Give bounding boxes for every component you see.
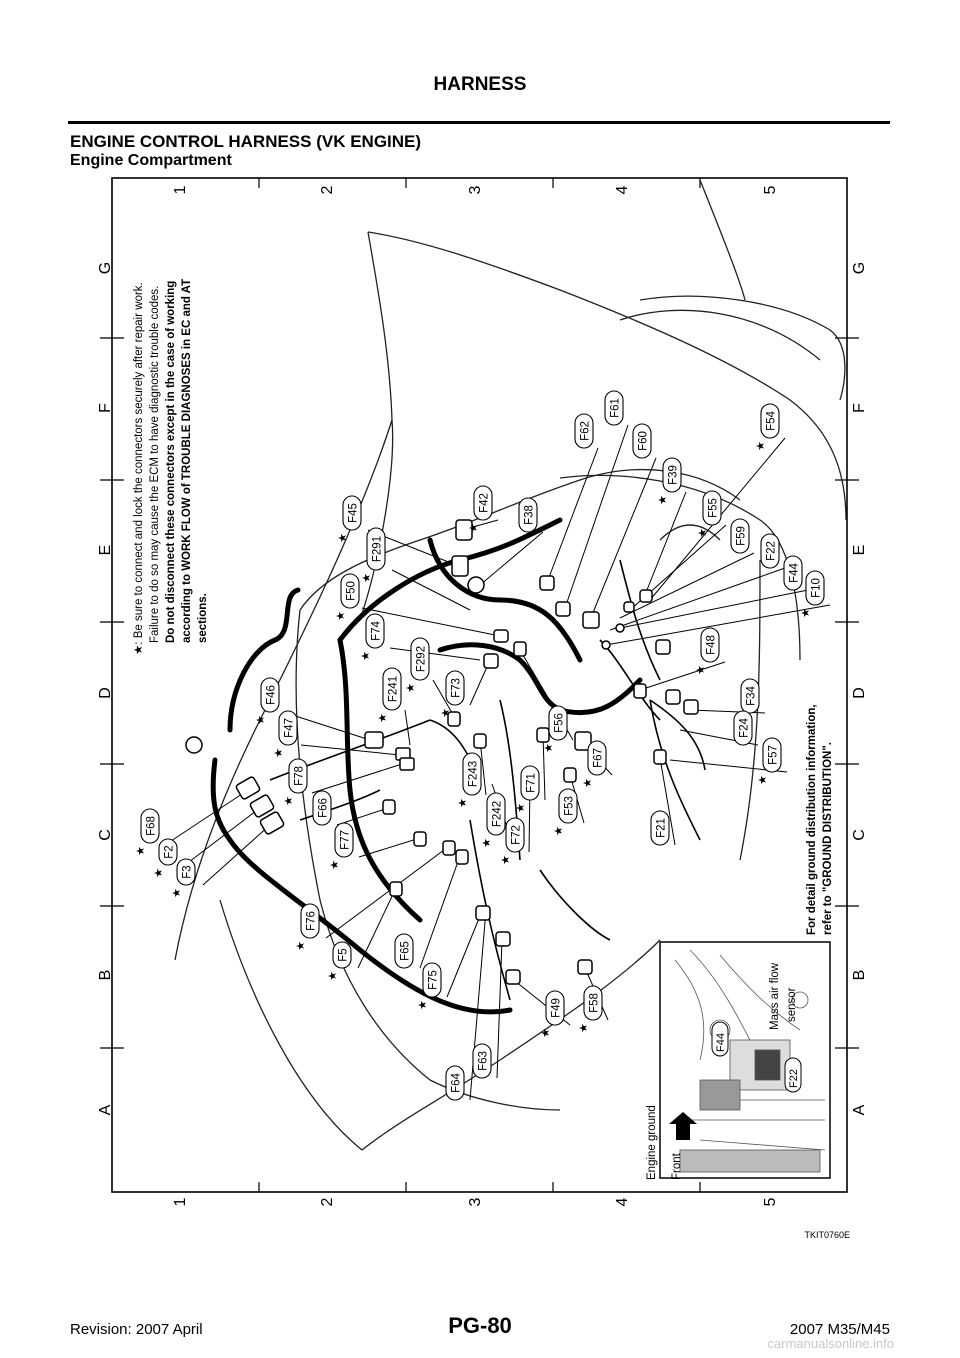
star-icon: ★ bbox=[578, 1023, 590, 1033]
star-icon: ★ bbox=[171, 888, 183, 898]
star-icon: ★ bbox=[468, 523, 480, 533]
star-icon: ★ bbox=[757, 775, 769, 785]
svg-text:F74: F74 bbox=[370, 621, 383, 641]
grid-letter-a: A bbox=[851, 1104, 868, 1116]
svg-text:F56: F56 bbox=[553, 713, 566, 733]
star-icon: ★ bbox=[273, 748, 285, 758]
note-line-5: sections. bbox=[197, 593, 209, 643]
star-icon: ★ bbox=[440, 708, 452, 718]
grid-letter-f: F bbox=[851, 403, 868, 413]
star-icon: ★ bbox=[327, 971, 339, 981]
star-icon: ★ bbox=[553, 826, 565, 836]
svg-text:F46: F46 bbox=[265, 685, 278, 705]
connector-f2 bbox=[153, 839, 177, 878]
connector-f65 bbox=[395, 934, 413, 968]
svg-text:F39: F39 bbox=[667, 465, 680, 485]
main-harness bbox=[213, 520, 640, 1012]
svg-text:F242: F242 bbox=[491, 800, 504, 828]
grid-letter-c: C bbox=[851, 829, 868, 841]
star-icon: ★ bbox=[335, 611, 347, 621]
grid-number-1: 1 bbox=[172, 1197, 189, 1207]
svg-text:F24: F24 bbox=[738, 718, 751, 738]
star-icon: ★ bbox=[337, 533, 349, 543]
grid-letter-g: G bbox=[851, 261, 868, 275]
svg-text:★: Be sure to connect and lock bbox=[133, 282, 145, 655]
grid-letter-b: B bbox=[851, 969, 868, 981]
svg-text:F291: F291 bbox=[371, 535, 384, 563]
svg-text:F65: F65 bbox=[399, 941, 412, 961]
svg-text:F47: F47 bbox=[283, 718, 296, 738]
svg-text:F66: F66 bbox=[317, 798, 330, 818]
connector-f292 bbox=[405, 638, 429, 693]
star-icon: ★ bbox=[515, 803, 527, 813]
svg-text:F61: F61 bbox=[609, 398, 622, 418]
connector-f44 bbox=[784, 556, 802, 590]
star-icon: ★ bbox=[360, 651, 372, 661]
page-header-title: HARNESS bbox=[433, 74, 527, 95]
svg-text:F54: F54 bbox=[765, 411, 778, 431]
grid-letter-e: E bbox=[851, 544, 868, 556]
svg-text:F75: F75 bbox=[427, 970, 440, 990]
grid-number-2: 2 bbox=[319, 185, 336, 195]
grid-letter-a: A bbox=[97, 1104, 114, 1116]
svg-text:F45: F45 bbox=[347, 503, 360, 523]
svg-text:F68: F68 bbox=[145, 816, 158, 836]
connector-f62 bbox=[575, 414, 593, 448]
connector-f38 bbox=[519, 498, 537, 532]
connector-f53 bbox=[553, 789, 577, 836]
star-icon: ★ bbox=[500, 855, 512, 865]
grid-letter-d: D bbox=[97, 687, 114, 699]
star-icon: ★ bbox=[283, 796, 295, 806]
grid-number-5: 5 bbox=[762, 1197, 779, 1207]
connector-f243 bbox=[457, 753, 481, 808]
grid-letter-b: B bbox=[97, 969, 114, 981]
svg-text:F64: F64 bbox=[450, 1073, 463, 1093]
connector-f241 bbox=[377, 668, 401, 723]
svg-text:F71: F71 bbox=[525, 773, 538, 793]
repair-note bbox=[133, 279, 209, 655]
star-icon: ★ bbox=[329, 860, 341, 870]
inset-conn-f22: F22 bbox=[788, 1069, 800, 1088]
grid-number-5: 5 bbox=[762, 185, 779, 195]
svg-text:F63: F63 bbox=[477, 1051, 490, 1071]
svg-text:F243: F243 bbox=[467, 760, 480, 788]
connector-f75 bbox=[417, 963, 441, 1010]
inset-maf-line-1: Mass air flow bbox=[769, 962, 781, 1030]
svg-text:F78: F78 bbox=[293, 766, 306, 786]
svg-text:F292: F292 bbox=[415, 645, 428, 673]
connector-f34 bbox=[741, 679, 759, 713]
ground-note bbox=[806, 704, 834, 935]
star-icon: ★ bbox=[755, 441, 767, 451]
star-icon: ★ bbox=[405, 683, 417, 693]
star-icon: ★ bbox=[457, 798, 469, 808]
connector-f77 bbox=[329, 823, 353, 870]
svg-text:F2: F2 bbox=[163, 845, 176, 859]
svg-text:F48: F48 bbox=[705, 635, 718, 655]
connector-f10 bbox=[800, 571, 824, 618]
svg-text:F22: F22 bbox=[765, 541, 778, 561]
grid-number-1: 1 bbox=[172, 185, 189, 195]
connector-f59 bbox=[731, 519, 749, 553]
star-icon: ★ bbox=[657, 495, 669, 505]
connector-bodies bbox=[186, 520, 698, 984]
connector-f24 bbox=[734, 711, 752, 745]
engine-ground-inset bbox=[646, 942, 830, 1180]
svg-text:F241: F241 bbox=[387, 675, 400, 703]
watermark: carmanualsonline.info bbox=[767, 1336, 894, 1351]
connector-f76 bbox=[295, 904, 319, 951]
ground-note-line-2: refer to "GROUND DISTRIBUTION". bbox=[822, 742, 834, 935]
connector-f61 bbox=[605, 391, 623, 425]
inset-front-label: Front bbox=[671, 1153, 683, 1180]
svg-text:F53: F53 bbox=[563, 796, 576, 816]
connector-f68 bbox=[135, 809, 159, 856]
svg-text:F10: F10 bbox=[810, 578, 823, 598]
star-icon: ★ bbox=[697, 528, 709, 538]
section-title: ENGINE CONTROL HARNESS (VK ENGINE) bbox=[70, 132, 422, 151]
grid-number-2: 2 bbox=[319, 1197, 336, 1207]
connector-f50 bbox=[335, 574, 359, 621]
connector-f42 bbox=[468, 486, 492, 533]
connector-f66 bbox=[313, 791, 331, 825]
inset-conn-f44: F44 bbox=[715, 1033, 727, 1052]
connector-f242 bbox=[481, 793, 505, 848]
svg-text:F44: F44 bbox=[788, 563, 801, 583]
ground-note-line-1: For detail ground distribution information, bbox=[806, 704, 818, 935]
note-line-2: Failure to do so may cause the ECM to have diagnostic trouble codes. bbox=[149, 285, 161, 643]
note-line-1: : Be sure to connect and lock the connectors securely after repair work. bbox=[133, 282, 145, 645]
svg-text:F59: F59 bbox=[735, 526, 748, 546]
section-subtitle: Engine Compartment bbox=[70, 152, 232, 169]
svg-text:F72: F72 bbox=[510, 825, 523, 845]
connector-f60 bbox=[633, 424, 651, 458]
grid-number-3: 3 bbox=[467, 185, 484, 195]
connector-f47 bbox=[273, 711, 297, 758]
grid-letter-g: G bbox=[97, 261, 114, 275]
note-line-4: according to WORK FLOW of TROUBLE DIAGNOSES in EC and AT bbox=[181, 278, 193, 643]
connector-f64 bbox=[446, 1066, 464, 1100]
svg-text:F67: F67 bbox=[592, 748, 605, 768]
svg-text:F5: F5 bbox=[337, 948, 350, 962]
svg-text:F77: F77 bbox=[339, 830, 352, 850]
star-icon: ★ bbox=[800, 608, 812, 618]
branch-wires bbox=[270, 560, 705, 1000]
star-icon: ★ bbox=[135, 846, 147, 856]
connector-f73 bbox=[440, 671, 464, 718]
inset-maf-line-2: sensor bbox=[786, 987, 798, 1022]
grid-letter-c: C bbox=[97, 829, 114, 841]
star-icon: ★ bbox=[255, 715, 267, 725]
note-star: ★ bbox=[133, 644, 145, 655]
connector-f57 bbox=[757, 738, 781, 785]
svg-text:F21: F21 bbox=[655, 818, 668, 838]
grid-letter-e: E bbox=[97, 544, 114, 556]
figure-code: TKIT0760E bbox=[804, 1230, 850, 1240]
inset-title: Engine ground bbox=[646, 1105, 658, 1180]
star-icon: ★ bbox=[695, 665, 707, 675]
svg-text:F49: F49 bbox=[550, 998, 563, 1018]
connector-f21 bbox=[651, 811, 669, 845]
svg-text:F34: F34 bbox=[745, 686, 758, 706]
star-icon: ★ bbox=[582, 778, 594, 788]
svg-text:F73: F73 bbox=[450, 678, 463, 698]
svg-text:F58: F58 bbox=[588, 993, 601, 1013]
grid-letter-f: F bbox=[97, 403, 114, 413]
star-icon: ★ bbox=[361, 573, 373, 583]
connector-f54 bbox=[755, 404, 779, 451]
connector-f71 bbox=[515, 766, 539, 813]
note-line-3: Do not disconnect these connectors except in the case of working bbox=[165, 280, 177, 643]
svg-text:F38: F38 bbox=[523, 505, 536, 525]
footer-revision: Revision: 2007 April bbox=[70, 1321, 203, 1338]
star-icon: ★ bbox=[295, 941, 307, 951]
star-icon: ★ bbox=[543, 743, 555, 753]
grid-letter-d: D bbox=[851, 687, 868, 699]
star-icon: ★ bbox=[417, 1000, 429, 1010]
svg-text:F50: F50 bbox=[345, 581, 358, 601]
star-icon: ★ bbox=[153, 868, 165, 878]
svg-text:F62: F62 bbox=[579, 421, 592, 441]
svg-text:F42: F42 bbox=[478, 493, 491, 513]
star-icon: ★ bbox=[377, 713, 389, 723]
connector-f63 bbox=[473, 1044, 491, 1078]
svg-text:F3: F3 bbox=[181, 865, 194, 879]
svg-text:F55: F55 bbox=[707, 498, 720, 518]
svg-text:F57: F57 bbox=[767, 745, 780, 765]
connector-f58 bbox=[578, 986, 602, 1033]
connector-f74 bbox=[360, 614, 384, 661]
connector-f49 bbox=[540, 991, 564, 1038]
grid-number-4: 4 bbox=[614, 185, 631, 195]
svg-text:F76: F76 bbox=[305, 911, 318, 931]
connector-f45 bbox=[337, 496, 361, 543]
star-icon: ★ bbox=[481, 838, 493, 848]
connector-f22 bbox=[761, 534, 779, 568]
grid-number-3: 3 bbox=[467, 1197, 484, 1207]
grid-number-4: 4 bbox=[614, 1197, 631, 1207]
footer-model: 2007 M35/M45 bbox=[789, 1321, 890, 1338]
star-icon: ★ bbox=[540, 1028, 552, 1038]
footer-page-number: PG-80 bbox=[448, 1313, 512, 1338]
svg-text:F60: F60 bbox=[637, 431, 650, 451]
connector-f46 bbox=[255, 678, 279, 725]
